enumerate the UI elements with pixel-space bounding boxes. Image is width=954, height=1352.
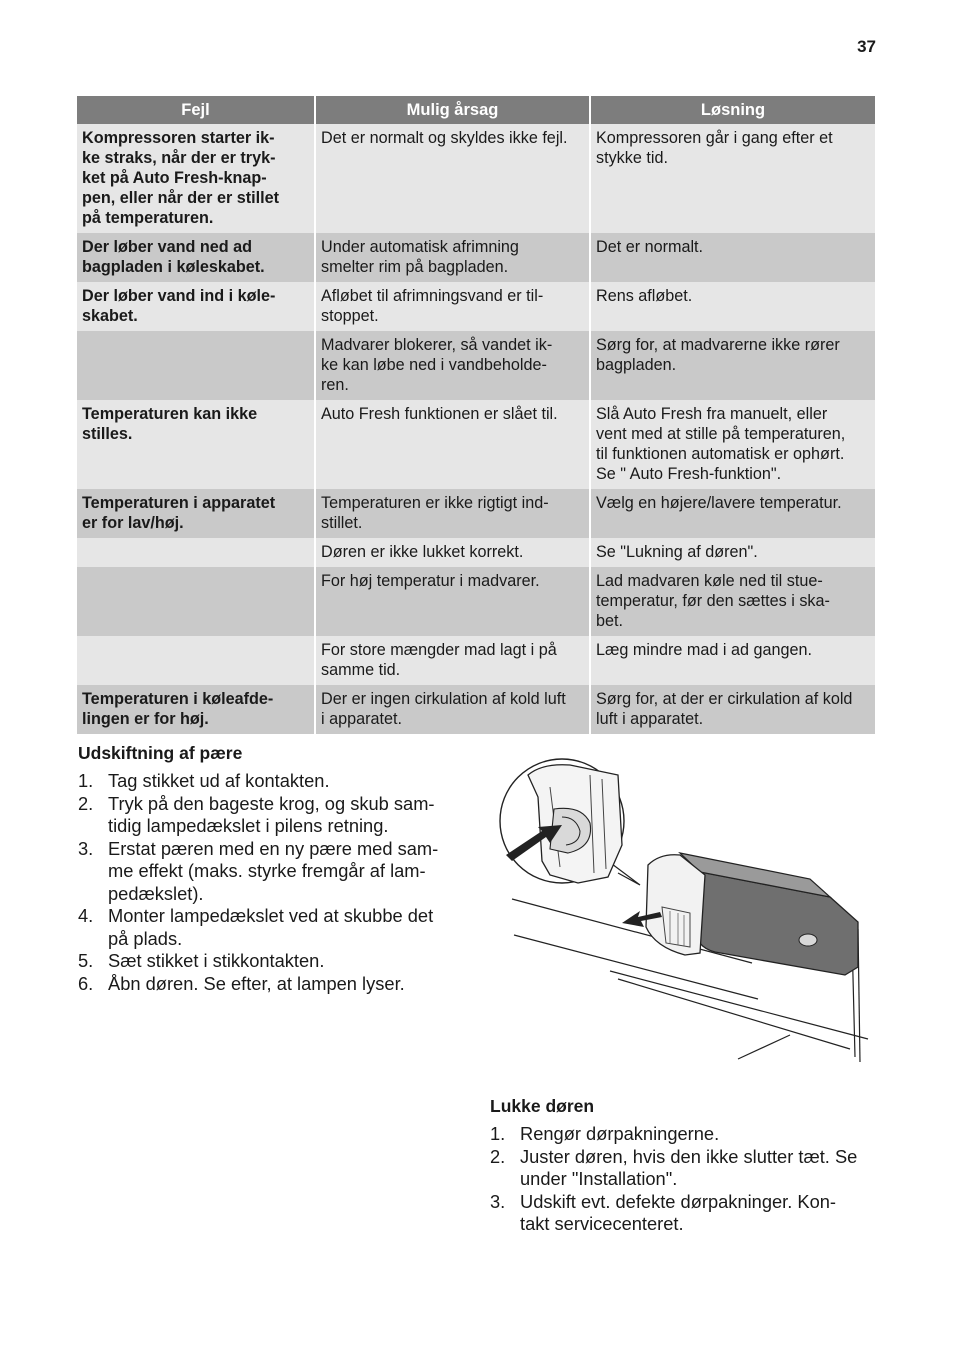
list-item: [78, 905, 470, 950]
step-text: Tryk på den bageste krog, og skub sam- tidig lampedækslet i pilens retning.: [108, 792, 435, 836]
lamp-housing: [680, 853, 858, 975]
table-row: [77, 636, 875, 685]
cell-fault: [77, 636, 315, 685]
cell-fault: [77, 567, 315, 636]
table-row: [77, 124, 875, 233]
table-row: [77, 685, 875, 734]
header-fault: Fejl: [77, 96, 315, 124]
table-row: [77, 489, 875, 538]
list-item: [78, 770, 470, 793]
cell-fault: [77, 538, 315, 567]
cell-solution: Slå Auto Fresh fra manuelt, eller vent med at stille på temperaturen, til funktionen automatisk er ophørt. Se " Auto Fresh-funktion".: [590, 400, 875, 489]
table-row: [77, 282, 875, 331]
cell-cause: For store mængder mad lagt i på samme tid.: [315, 636, 590, 685]
list-item: [78, 838, 470, 906]
cell-solution: Lad madvaren køle ned til stue- temperatur, før den sættes i ska- bet.: [590, 567, 875, 636]
list-item: [490, 1191, 882, 1236]
step-text: Åbn døren. Se efter, at lampen lyser.: [108, 972, 405, 994]
cell-cause: Afløbet til afrimningsvand er til- stoppet.: [315, 282, 590, 331]
list-item: [490, 1146, 882, 1191]
step-number: 1.: [490, 1123, 506, 1144]
table-row: [77, 538, 875, 567]
step-number: 3.: [78, 837, 94, 859]
cell-solution: Rens afløbet.: [590, 282, 875, 331]
cell-solution: Vælg en højere/lavere temperatur.: [590, 489, 875, 538]
step-number: 1.: [78, 770, 94, 791]
step-text: Sæt stikket i stikkontakten.: [108, 950, 325, 971]
cell-fault: Temperaturen kan ikke stilles.: [77, 400, 315, 489]
cell-solution: Sørg for, at der er cirkulation af kold luft i apparatet.: [590, 685, 875, 734]
step-text: Rengør dørpakningerne.: [520, 1123, 720, 1144]
cell-cause: Der er ingen cirkulation af kold luft i apparatet.: [315, 685, 590, 734]
step-text: Tag stikket ud af kontakten.: [108, 770, 330, 791]
cell-cause: Døren er ikke lukket korrekt.: [315, 538, 590, 567]
cell-solution: Kompressoren går i gang efter et stykke tid.: [590, 124, 875, 233]
step-number: 5.: [78, 950, 94, 971]
cell-cause: Under automatisk afrimning smelter rim på bagpladen.: [315, 233, 590, 282]
cell-solution: Det er normalt.: [590, 233, 875, 282]
list-item: [78, 950, 470, 973]
list-item: [490, 1123, 882, 1146]
door-section-heading: Lukke døren: [490, 1096, 595, 1116]
step-number: 6.: [78, 972, 94, 994]
step-number: 4.: [78, 905, 94, 926]
step-text: Monter lampedækslet ved at skubbe det på plads.: [108, 905, 434, 949]
cell-fault: [77, 331, 315, 400]
cell-fault: Kompressoren starter ik- ke straks, når der er tryk- ket på Auto Fresh-knap- pen, eller når der er stillet på temperaturen.: [77, 124, 315, 233]
table-body: [77, 124, 875, 734]
cell-fault: Temperaturen i køleafde- lingen er for høj.: [77, 685, 315, 734]
header-cause: Mulig årsag: [315, 96, 590, 124]
cell-cause: Det er normalt og skyldes ikke fejl.: [315, 124, 590, 233]
bulb-steps-list: [78, 770, 470, 995]
table-row: [77, 233, 875, 282]
list-item: [78, 973, 470, 996]
cell-solution: Læg mindre mad i ad gangen.: [590, 636, 875, 685]
header-solution: Løsning: [590, 96, 875, 124]
step-text: Udskift evt. defekte dørpakninger. Kon- takt servicecenteret.: [520, 1190, 837, 1234]
table-row: [77, 331, 875, 400]
cell-solution: Se "Lukning af døren".: [590, 538, 875, 567]
step-text: Erstat pæren med en ny pære med sam- me effekt (maks. styrke fremgår af lam- pedækslet).: [108, 837, 439, 904]
cell-cause: For høj temperatur i madvarer.: [315, 567, 590, 636]
door-steps-list: [490, 1123, 882, 1236]
detail-magnifier: [500, 759, 640, 885]
page-number: 37: [857, 37, 876, 56]
table-row: [77, 567, 875, 636]
step-text: Juster døren, hvis den ikke slutter tæt. Se under "Installation".: [520, 1145, 858, 1189]
troubleshooting-table: [77, 96, 875, 734]
step-number: 2.: [490, 1145, 506, 1167]
table-header-row: [77, 96, 875, 124]
step-number: 3.: [490, 1190, 506, 1212]
lamp-cover-replacement-illustration: [490, 757, 875, 1069]
cell-cause: Auto Fresh funktionen er slået til.: [315, 400, 590, 489]
cell-solution: Sørg for, at madvarerne ikke rører bagpladen.: [590, 331, 875, 400]
cell-fault: Der løber vand ind i køle- skabet.: [77, 282, 315, 331]
cell-cause: Madvarer blokerer, så vandet ik- ke kan løbe ned i vandbeholde- ren.: [315, 331, 590, 400]
cell-fault: Der løber vand ned ad bagpladen i køleskabet.: [77, 233, 315, 282]
cell-fault: Temperaturen i apparatet er for lav/høj.: [77, 489, 315, 538]
lamp-cover: [646, 855, 705, 955]
cell-cause: Temperaturen er ikke rigtigt ind- stillet.: [315, 489, 590, 538]
step-number: 2.: [78, 792, 94, 814]
list-item: [78, 793, 470, 838]
table-row: [77, 400, 875, 489]
bulb-section-heading: Udskiftning af pære: [78, 743, 243, 763]
